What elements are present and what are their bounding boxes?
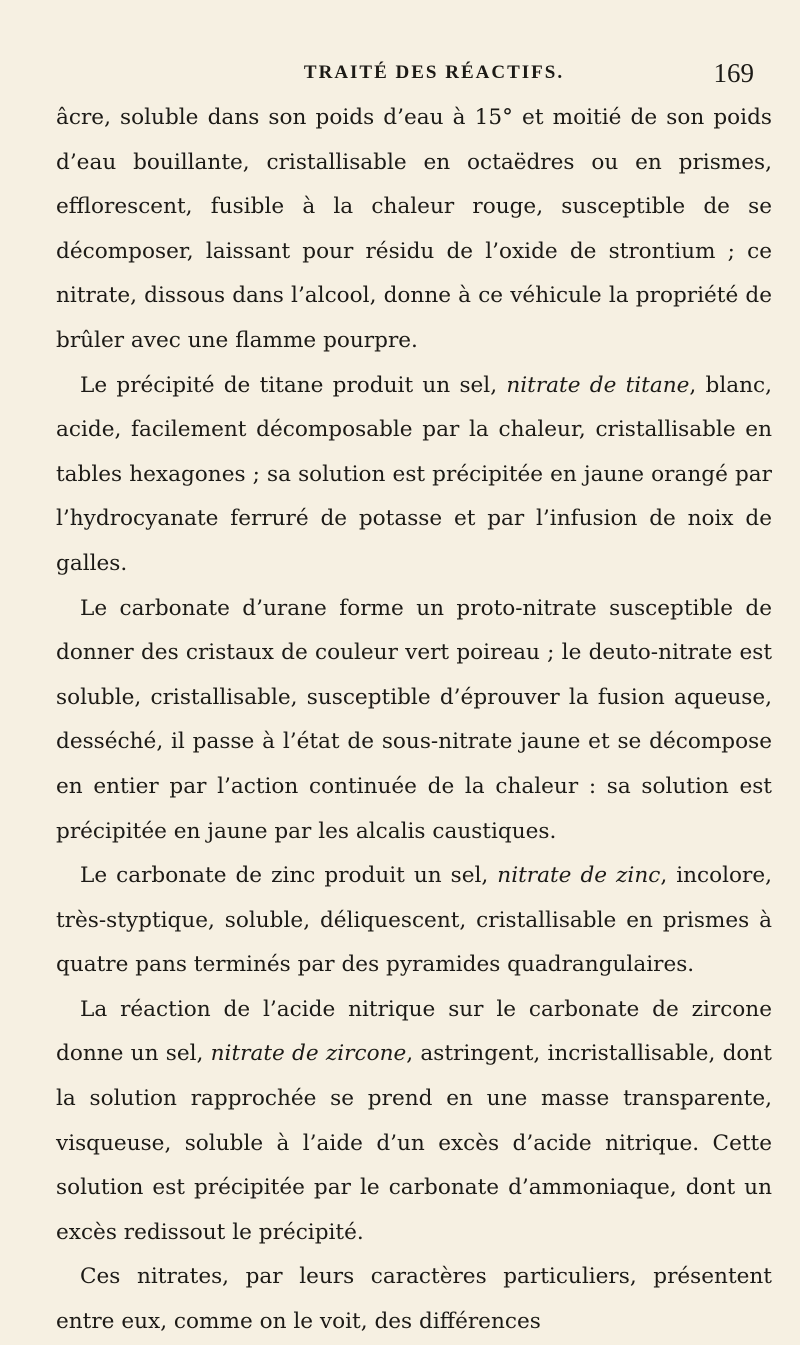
page-number: 169 xyxy=(713,58,754,88)
italic-term: nitrate de zinc xyxy=(497,863,661,889)
paragraph xyxy=(56,364,772,587)
paragraph xyxy=(56,854,772,988)
text-run: , blanc, acide, facilement décomposable par la chaleur, cristallisable en tables hexagones ; sa solution est précipitée en jaune orangé par l’hydrocyanate ferruré de potasse et par l’infusion de noix de galles. xyxy=(56,372,773,576)
running-head xyxy=(56,58,772,96)
paragraph xyxy=(56,1255,772,1344)
text-run: âcre, soluble dans son poids d’eau à 15° et moitié de son poids d’eau bouillante, cristallisable en octaëdres ou en prismes, efflorescent, fusible à la chaleur rouge, susceptible de se décomposer, laissant pour résidu de l’oxide de strontium ; ce nitrate, dissous dans l’alcool, donne à ce véhicule la propriété de brûler avec une flamme pourpre. xyxy=(56,105,772,353)
body-text xyxy=(56,96,772,1345)
paragraph xyxy=(56,587,772,855)
text-run: Ces nitrates, par leurs caractères particuliers, présentent entre eux, comme on le voit, des différences xyxy=(56,1264,772,1335)
running-title: TRAITÉ DES RÉACTIFS. xyxy=(303,62,565,83)
text-run: Le carbonate d’urane forme un proto-nitrate susceptible de donner des cristaux de couleur vert poireau ; le deuto-nitrate est soluble, cristallisable, susceptible d’éprouver la fusion aqueuse, desséché, il passe à l’état de sous-nitrate jaune et se décompose en entier par l’action continuée de la chaleur : sa solution est précipitée en jaune par les alcalis caustiques. xyxy=(56,595,772,844)
paragraph xyxy=(56,96,772,364)
text-run: La réaction de l’acide nitrique sur le carbonate de zircone donne un sel, xyxy=(56,996,772,1067)
paragraph xyxy=(56,988,772,1256)
text-run: Le carbonate de zinc produit un sel, xyxy=(80,863,498,889)
text-run: Le précipité de titane produit un sel, xyxy=(80,372,507,398)
text-run: , incolore, très-styptique, soluble, déliquescent, cristallisable en prismes à quatre pans terminés par des pyramides quadrangulaires. xyxy=(56,863,772,978)
italic-term: nitrate de zircone xyxy=(210,1041,407,1067)
text-run: , astringent, incristallisable, dont la solution rapprochée se prend en une masse transparente, visqueuse, soluble à l’aide d’un excès d’acide nitrique. Cette solution est précipitée par le carbonate d’ammoniaque, dont un excès redissout le précipité. xyxy=(56,1041,772,1245)
italic-term: nitrate de titane xyxy=(506,372,690,398)
